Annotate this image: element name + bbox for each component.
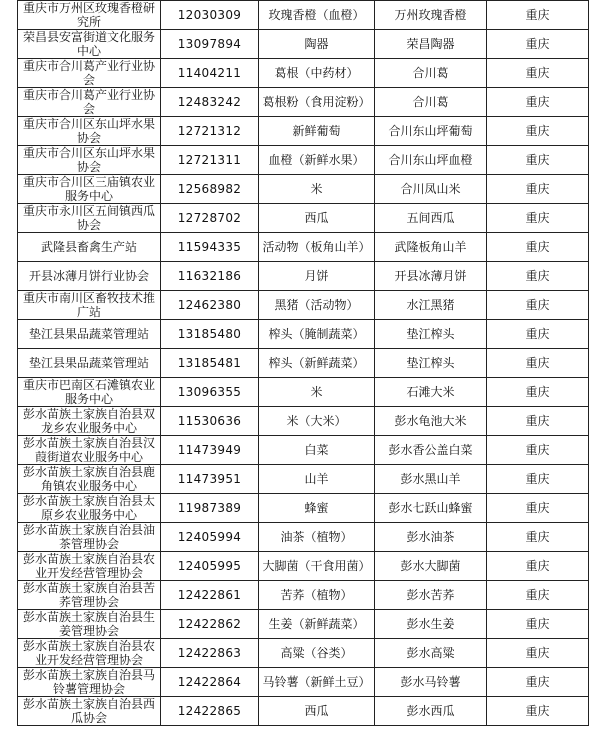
region-cell: 重庆 [487,378,589,407]
brand-name-cell: 荣昌陶器 [375,30,487,59]
registration-code-cell: 12483242 [161,88,259,117]
region-cell: 重庆 [487,523,589,552]
region-cell: 重庆 [487,262,589,291]
table-row [18,175,589,204]
registration-code-cell: 11473949 [161,436,259,465]
brand-name-cell: 彭水苦荞 [375,581,487,610]
brand-name-cell: 彭水七跃山蜂蜜 [375,494,487,523]
registration-table [17,0,589,726]
applicant-cell: 重庆市合川区东山坪水果协会 [18,146,161,175]
table-row [18,610,589,639]
brand-name-cell: 彭水西瓜 [375,697,487,726]
product-cell: 月饼 [259,262,375,291]
registration-code-cell: 12405995 [161,552,259,581]
registration-code-cell: 12721311 [161,146,259,175]
applicant-cell: 武隆县畜禽生产站 [18,233,161,262]
registration-code-cell: 12422863 [161,639,259,668]
table-row [18,204,589,233]
product-cell: 活动物（板角山羊） [259,233,375,262]
table-row [18,668,589,697]
applicant-cell: 彭水苗族土家族自治县生姜管理协会 [18,610,161,639]
registration-code-cell: 11530636 [161,407,259,436]
table-row [18,291,589,320]
applicant-cell: 彭水苗族土家族自治县西瓜协会 [18,697,161,726]
product-cell: 血橙（新鲜水果） [259,146,375,175]
product-cell: 榨头（新鲜蔬菜） [259,349,375,378]
table-row [18,639,589,668]
table-row [18,146,589,175]
product-cell: 玫瑰香橙（血橙） [259,1,375,30]
region-cell: 重庆 [487,175,589,204]
region-cell: 重庆 [487,668,589,697]
registration-code-cell: 11404211 [161,59,259,88]
registration-code-cell: 13096355 [161,378,259,407]
applicant-cell: 开县冰薄月饼行业协会 [18,262,161,291]
applicant-cell: 彭水苗族土家族自治县农业开发经营管理协会 [18,639,161,668]
product-cell: 油茶（植物） [259,523,375,552]
applicant-cell: 重庆市巴南区石滩镇农业服务中心 [18,378,161,407]
brand-name-cell: 合川凤山米 [375,175,487,204]
registration-code-cell: 13097894 [161,30,259,59]
applicant-cell: 彭水苗族土家族自治县马铃薯管理协会 [18,668,161,697]
registration-code-cell: 11594335 [161,233,259,262]
brand-name-cell: 合川东山坪葡萄 [375,117,487,146]
applicant-cell: 彭水苗族土家族自治县汉葭街道农业服务中心 [18,436,161,465]
applicant-cell: 重庆市万州区玫瑰香橙研究所 [18,1,161,30]
region-cell: 重庆 [487,639,589,668]
applicant-cell: 垫江县果品蔬菜管理站 [18,320,161,349]
brand-name-cell: 开县冰薄月饼 [375,262,487,291]
table-row [18,30,589,59]
product-cell: 黑猪（活动物） [259,291,375,320]
table-body [18,1,589,726]
region-cell: 重庆 [487,349,589,378]
applicant-cell: 彭水苗族土家族自治县鹿角镇农业服务中心 [18,465,161,494]
region-cell: 重庆 [487,291,589,320]
brand-name-cell: 彭水黑山羊 [375,465,487,494]
brand-name-cell: 彭水油茶 [375,523,487,552]
table-row [18,523,589,552]
applicant-cell: 重庆市永川区五间镇西瓜协会 [18,204,161,233]
product-cell: 生姜（新鲜蔬菜） [259,610,375,639]
region-cell: 重庆 [487,117,589,146]
region-cell: 重庆 [487,436,589,465]
region-cell: 重庆 [487,204,589,233]
brand-name-cell: 彭水香公盖白菜 [375,436,487,465]
product-cell: 葛根（中药材） [259,59,375,88]
brand-name-cell: 彭水马铃薯 [375,668,487,697]
product-cell: 陶器 [259,30,375,59]
region-cell: 重庆 [487,1,589,30]
brand-name-cell: 水江黑猪 [375,291,487,320]
product-cell: 新鲜葡萄 [259,117,375,146]
registration-code-cell: 12405994 [161,523,259,552]
registration-code-cell: 11987389 [161,494,259,523]
region-cell: 重庆 [487,320,589,349]
table-row [18,436,589,465]
registration-code-cell: 12422862 [161,610,259,639]
registration-code-cell: 12462380 [161,291,259,320]
table-row [18,59,589,88]
region-cell: 重庆 [487,30,589,59]
brand-name-cell: 彭水高粱 [375,639,487,668]
product-cell: 米 [259,175,375,204]
region-cell: 重庆 [487,581,589,610]
brand-name-cell: 彭水生姜 [375,610,487,639]
registration-code-cell: 12721312 [161,117,259,146]
brand-name-cell: 合川东山坪血橙 [375,146,487,175]
brand-name-cell: 合川葛 [375,88,487,117]
table-row [18,581,589,610]
product-cell: 蜂蜜 [259,494,375,523]
applicant-cell: 重庆市合川区三庙镇农业服务中心 [18,175,161,204]
table-row [18,1,589,30]
applicant-cell: 重庆市合川葛产业行业协会 [18,59,161,88]
brand-name-cell: 石滩大米 [375,378,487,407]
registration-code-cell: 12030309 [161,1,259,30]
product-cell: 山羊 [259,465,375,494]
region-cell: 重庆 [487,610,589,639]
product-cell: 苦荞（植物） [259,581,375,610]
brand-name-cell: 垫江榨头 [375,349,487,378]
region-cell: 重庆 [487,146,589,175]
product-cell: 米 [259,378,375,407]
applicant-cell: 彭水苗族土家族自治县油茶管理协会 [18,523,161,552]
registration-code-cell: 12568982 [161,175,259,204]
applicant-cell: 彭水苗族土家族自治县太原乡农业服务中心 [18,494,161,523]
region-cell: 重庆 [487,494,589,523]
region-cell: 重庆 [487,407,589,436]
registration-code-cell: 12422864 [161,668,259,697]
brand-name-cell: 武隆板角山羊 [375,233,487,262]
region-cell: 重庆 [487,233,589,262]
product-cell: 米（大米） [259,407,375,436]
table-row [18,88,589,117]
product-cell: 白菜 [259,436,375,465]
applicant-cell: 彭水苗族土家族自治县双龙乡农业服务中心 [18,407,161,436]
region-cell: 重庆 [487,465,589,494]
product-cell: 高粱（谷类） [259,639,375,668]
brand-name-cell: 垫江榨头 [375,320,487,349]
brand-name-cell: 万州玫瑰香橙 [375,1,487,30]
product-cell: 葛根粉（食用淀粉） [259,88,375,117]
registration-code-cell: 12728702 [161,204,259,233]
table-row [18,262,589,291]
registration-code-cell: 13185480 [161,320,259,349]
product-cell: 马铃薯（新鲜土豆） [259,668,375,697]
table-row [18,320,589,349]
table-row [18,407,589,436]
table-row [18,494,589,523]
brand-name-cell: 彭水大脚菌 [375,552,487,581]
table-row [18,552,589,581]
table-row [18,349,589,378]
registration-code-cell: 12422865 [161,697,259,726]
product-cell: 西瓜 [259,697,375,726]
applicant-cell: 重庆市合川区东山坪水果协会 [18,117,161,146]
table-row [18,378,589,407]
applicant-cell: 彭水苗族土家族自治县农业开发经营管理协会 [18,552,161,581]
brand-name-cell: 彭水龟池大米 [375,407,487,436]
table-row [18,465,589,494]
applicant-cell: 彭水苗族土家族自治县苦荞管理协会 [18,581,161,610]
product-cell: 大脚菌（干食用菌） [259,552,375,581]
applicant-cell: 重庆市南川区畜牧技术推广站 [18,291,161,320]
region-cell: 重庆 [487,552,589,581]
registration-code-cell: 11473951 [161,465,259,494]
registration-code-cell: 12422861 [161,581,259,610]
table-row [18,117,589,146]
product-cell: 榨头（腌制蔬菜） [259,320,375,349]
applicant-cell: 垫江县果品蔬菜管理站 [18,349,161,378]
region-cell: 重庆 [487,697,589,726]
region-cell: 重庆 [487,59,589,88]
registration-code-cell: 13185481 [161,349,259,378]
brand-name-cell: 合川葛 [375,59,487,88]
region-cell: 重庆 [487,88,589,117]
table-row [18,233,589,262]
applicant-cell: 荣昌县安富街道文化服务中心 [18,30,161,59]
table-row [18,697,589,726]
registration-code-cell: 11632186 [161,262,259,291]
brand-name-cell: 五间西瓜 [375,204,487,233]
product-cell: 西瓜 [259,204,375,233]
applicant-cell: 重庆市合川葛产业行业协会 [18,88,161,117]
